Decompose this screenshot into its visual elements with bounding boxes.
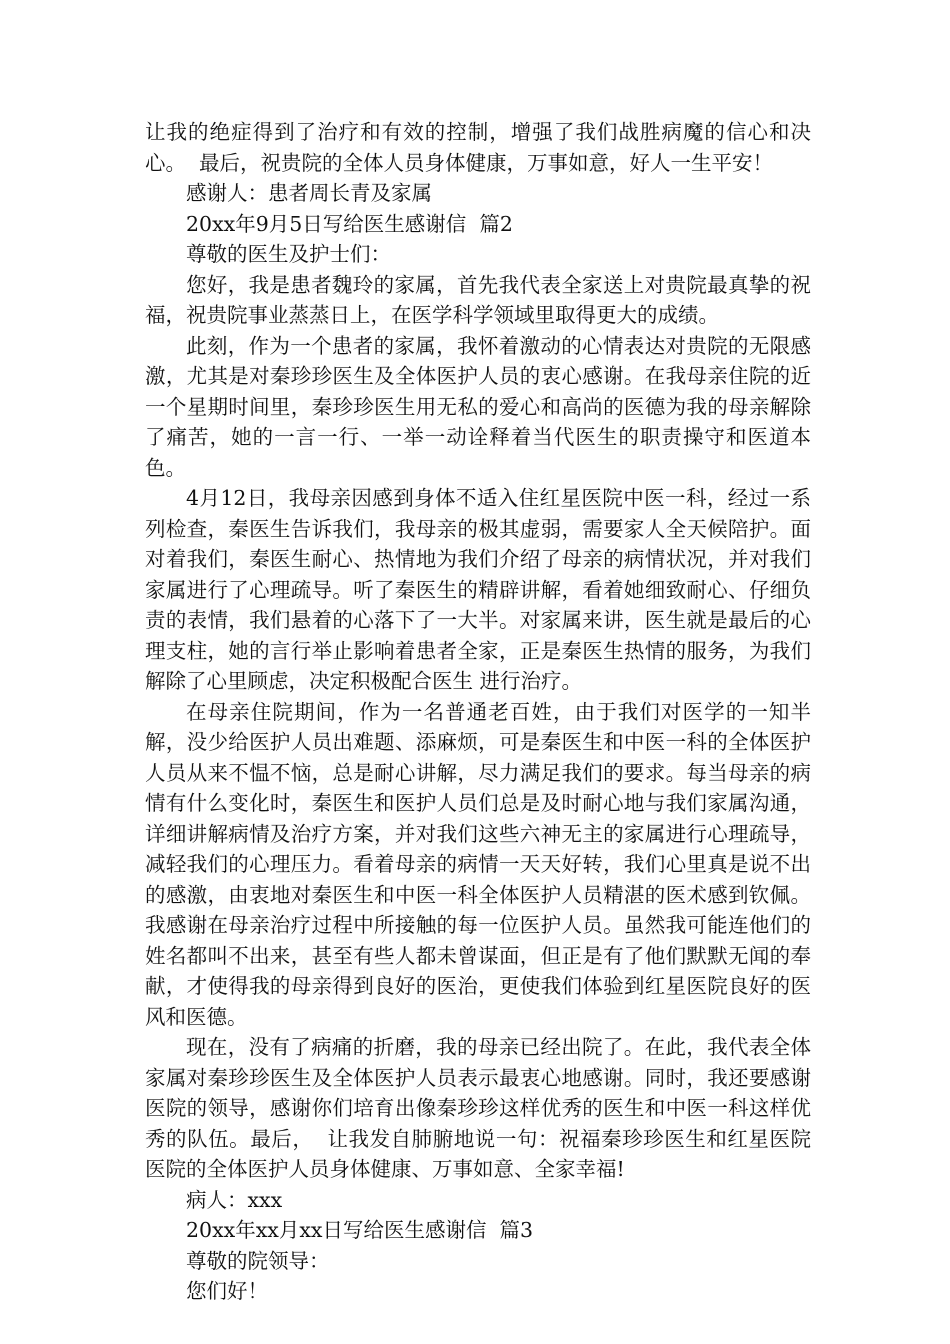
signature-letter-1: 感谢人：患者周长青及家属: [186, 181, 432, 205]
salutation-letter-3: 尊敬的院领导：: [186, 1248, 330, 1273]
paragraph-gratitude: 此刻，作为一个患者的家属，我怀着激动的心情表达对贵院的无限感激，尤其是对秦珍珍医生及全体医护人员的衷心感谢。在我母亲住院的近一个星期时间里，秦珍珍医生用无私的爱心和高尚的医德为我的母亲解除了痛苦，她的一言一行、一举一动诠释着当代医生的职责操守和医道本色。: [145, 333, 811, 480]
signature-letter-2: 病人：xxx: [186, 1187, 283, 1212]
paragraph-closing-continuation: 让我的绝症得到了治疗和有效的控制，增强了我们战胜病魔的信心和决心。 最后，祝贵院的全体人员身体健康，万事如意，好人一生平安！: [145, 120, 811, 175]
greeting-letter-3: 您们好！: [186, 1279, 268, 1303]
salutation-letter-2: 尊敬的医生及护士们：: [186, 242, 391, 266]
heading-letter-2: 20xx年9月5日写给医生感谢信 篇2: [186, 211, 513, 236]
paragraph-hospital-stay: 在母亲住院期间，作为一名普通老百姓，由于我们对医学的一知半解，没少给医护人员出难题、添麻烦，可是秦医生和中医一科的全体医护人员从来不愠不恼，总是耐心讲解，尽力满足我们的要求。每当母亲的病情有什么变化时，秦医生和医护人员们总是及时耐心地与我们家属沟通，详细讲解病情及治疗方案，并对我们这些六神无主的家属进行心理疏导，减轻我们的心理压力。看着母亲的病情一天天好转，我们心里真是说不出的感激，由衷地对秦医生和中医一科全体医护人员精湛的医术感到钦佩。我感谢在母亲治疗过程中所接触的每一位医护人员。虽然我可能连他们的姓名都叫不出来，甚至有些人都未曾谋面，但正是有了他们默默无闻的奉献，才使得我的母亲得到良好的医治，更使我们体验到红星医院良好的医风和医德。: [145, 699, 811, 1029]
document-body: [145, 117, 811, 1307]
paragraph-admission: 4月12日，我母亲因感到身体不适入住红星医院中医一科，经过一系列检查，秦医生告诉我们，我母亲的极其虚弱，需要家人全天候陪护。面对着我们，秦医生耐心、热情地为我们介绍了母亲的病情状况，并对我们家属进行了心理疏导。听了秦医生的精辟讲解，看着她细致耐心、仔细负责的表情，我们悬着的心落下了一大半。对家属来讲，医生就是最后的心理支柱，她的言行举止影响着患者全家，正是秦医生热情的服务，为我们解除了心里顾虑，决定积极配合医生 进行治疗。: [145, 486, 811, 693]
paragraph-discharge: 现在，没有了病痛的折磨，我的母亲已经出院了。在此，我代表全体家属对秦珍珍医生及全体医护人员表示最衷心地感谢。同时，我还要感谢医院的领导，感谢你们培育出像秦珍珍这样优秀的医生和中医一科这样优秀的队伍。最后， 让我发自肺腑地说一句：祝福秦珍珍医生和红星医院医院的全体医护人员身体健康、万事如意、全家幸福!: [145, 1035, 811, 1181]
paragraph-greeting: 您好，我是患者魏玲的家属，首先我代表全家送上对贵院最真挚的祝福，祝贵院事业蒸蒸日上，在医学科学领域里取得更大的成绩。: [145, 272, 811, 327]
heading-letter-3: 20xx年xx月xx日写给医生感谢信 篇3: [186, 1218, 534, 1242]
